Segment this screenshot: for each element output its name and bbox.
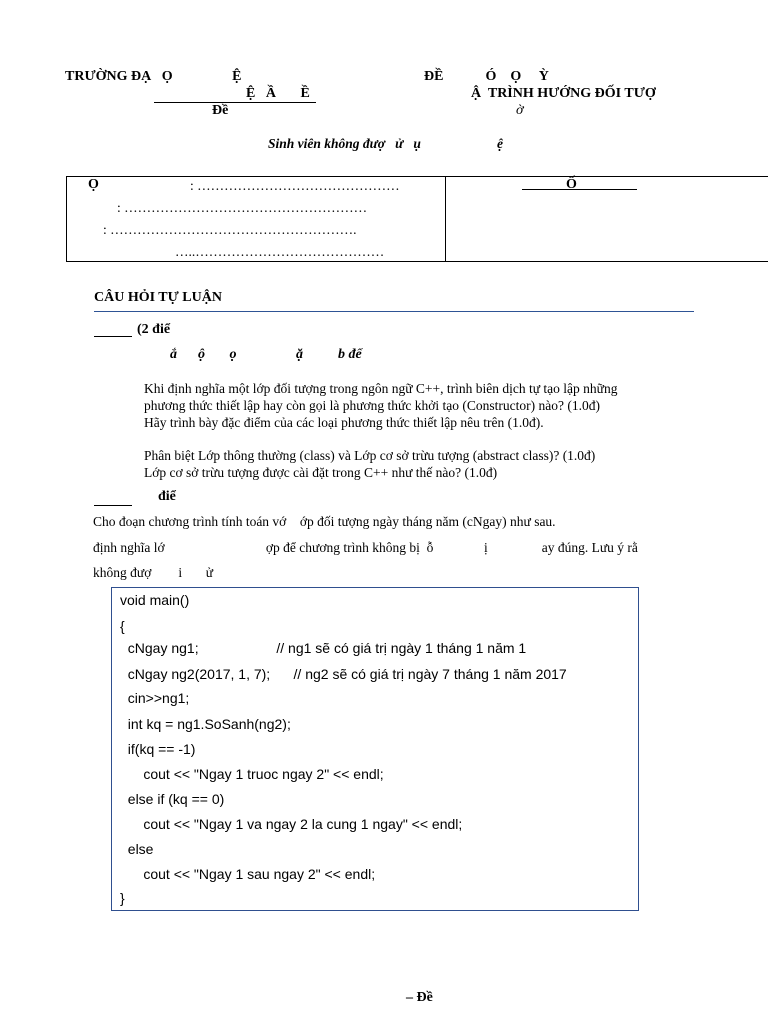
info-score-underline [522,189,637,190]
code-line: { [120,618,125,634]
code-line: else [120,841,154,857]
header-exam-title: ĐỀ Ó Ọ Ỳ [424,69,549,84]
code-line: cout << "Ngay 1 truoc ngay 2" << endl; [120,766,384,782]
code-line: cout << "Ngay 1 sau ngay 2" << endl; [120,866,376,882]
header-exam-code: Đề [212,103,229,118]
question1-item-a-line2: phương thức thiết lập hay còn gọi là phương thức khởi tạo (Constructor) nào? (1.0đ) [144,398,600,413]
info-score-label: Ố [566,177,577,192]
header-underline [154,102,316,103]
question1-item-b-line2: Lớp cơ sở trừu tượng được cài đặt trong C++ như thế nào? (1.0đ) [144,465,498,480]
question2-line2: định nghĩa lớ ợp để chương trình không bị ỗ ị ay đúng. Lưu ý rằ [93,540,638,555]
question2-line3: không đượ i ử [93,565,214,580]
page-footer: – Đề [406,990,433,1005]
code-line: cNgay ng1; // ng1 sẽ có giá trị ngày 1 tháng 1 năm 1 [120,640,527,656]
exam-notice: Sinh viên không đượ ử ụ [268,136,421,151]
code-line: void main() [120,592,190,608]
info-row3-dots: : ………………………………………………. [103,222,357,237]
code-line: } [120,890,125,906]
exam-notice-end: ệ [497,136,503,151]
header-school-name: TRƯỜNG ĐẠ Ọ Ệ [65,69,242,84]
question2-label-underline [94,505,132,506]
header-course-name: Ậ TRÌNH HƯỚNG ĐỐI TƯỢ [471,86,656,101]
question2-line1: Cho đoạn chương trình tính toán vớ ớp đối tượng ngày tháng năm (cNgay) như sau. [93,514,556,529]
section-title: CÂU HỎI TỰ LUẬN [94,290,222,305]
question1-subtitle: ắ ộ ọ ặ b để [170,347,362,362]
code-box [111,587,639,911]
question1-item-b-line1: Phân biệt Lớp thông thường (class) và Lớp cơ sở trừu tượng (abstract class)? (1.0đ) [144,448,596,463]
code-line: cNgay ng2(2017, 1, 7); // ng2 sẽ có giá trị ngày 7 tháng 1 năm 2017 [120,666,567,682]
student-info-divider [445,176,446,262]
info-name-label: Ọ [88,177,99,192]
code-line: cout << "Ngay 1 va ngay 2 la cung 1 ngay" << endl; [120,816,463,832]
header-faculty: Ệ Ầ Ề [246,86,310,101]
student-info-box [66,176,768,262]
question1-item-a-line1: Khi định nghĩa một lớp đối tượng trong ngôn ngữ C++, trình biên dịch tự tạo lập những [144,381,618,396]
info-row4-dots: …..…………………………………… [175,244,385,259]
question1-label-underline [94,336,132,337]
info-row2-dots: : ……………………………………………… [117,200,368,215]
question1-header: (2 điể [137,322,171,337]
code-line: cin>>ng1; [120,690,190,706]
question1-item-a-line3: Hãy trình bày đặc điểm của các loại phương thức thiết lập nêu trên (1.0đ). [144,415,544,430]
code-line: else if (kq == 0) [120,791,225,807]
info-row1-dots: : ……………………………………… [190,178,400,193]
code-line: int kq = ng1.SoSanh(ng2); [120,716,291,732]
header-duration: ờ [516,103,524,118]
code-line: if(kq == -1) [120,741,196,757]
question2-header: điể [158,489,176,504]
section-title-rule [94,311,694,312]
